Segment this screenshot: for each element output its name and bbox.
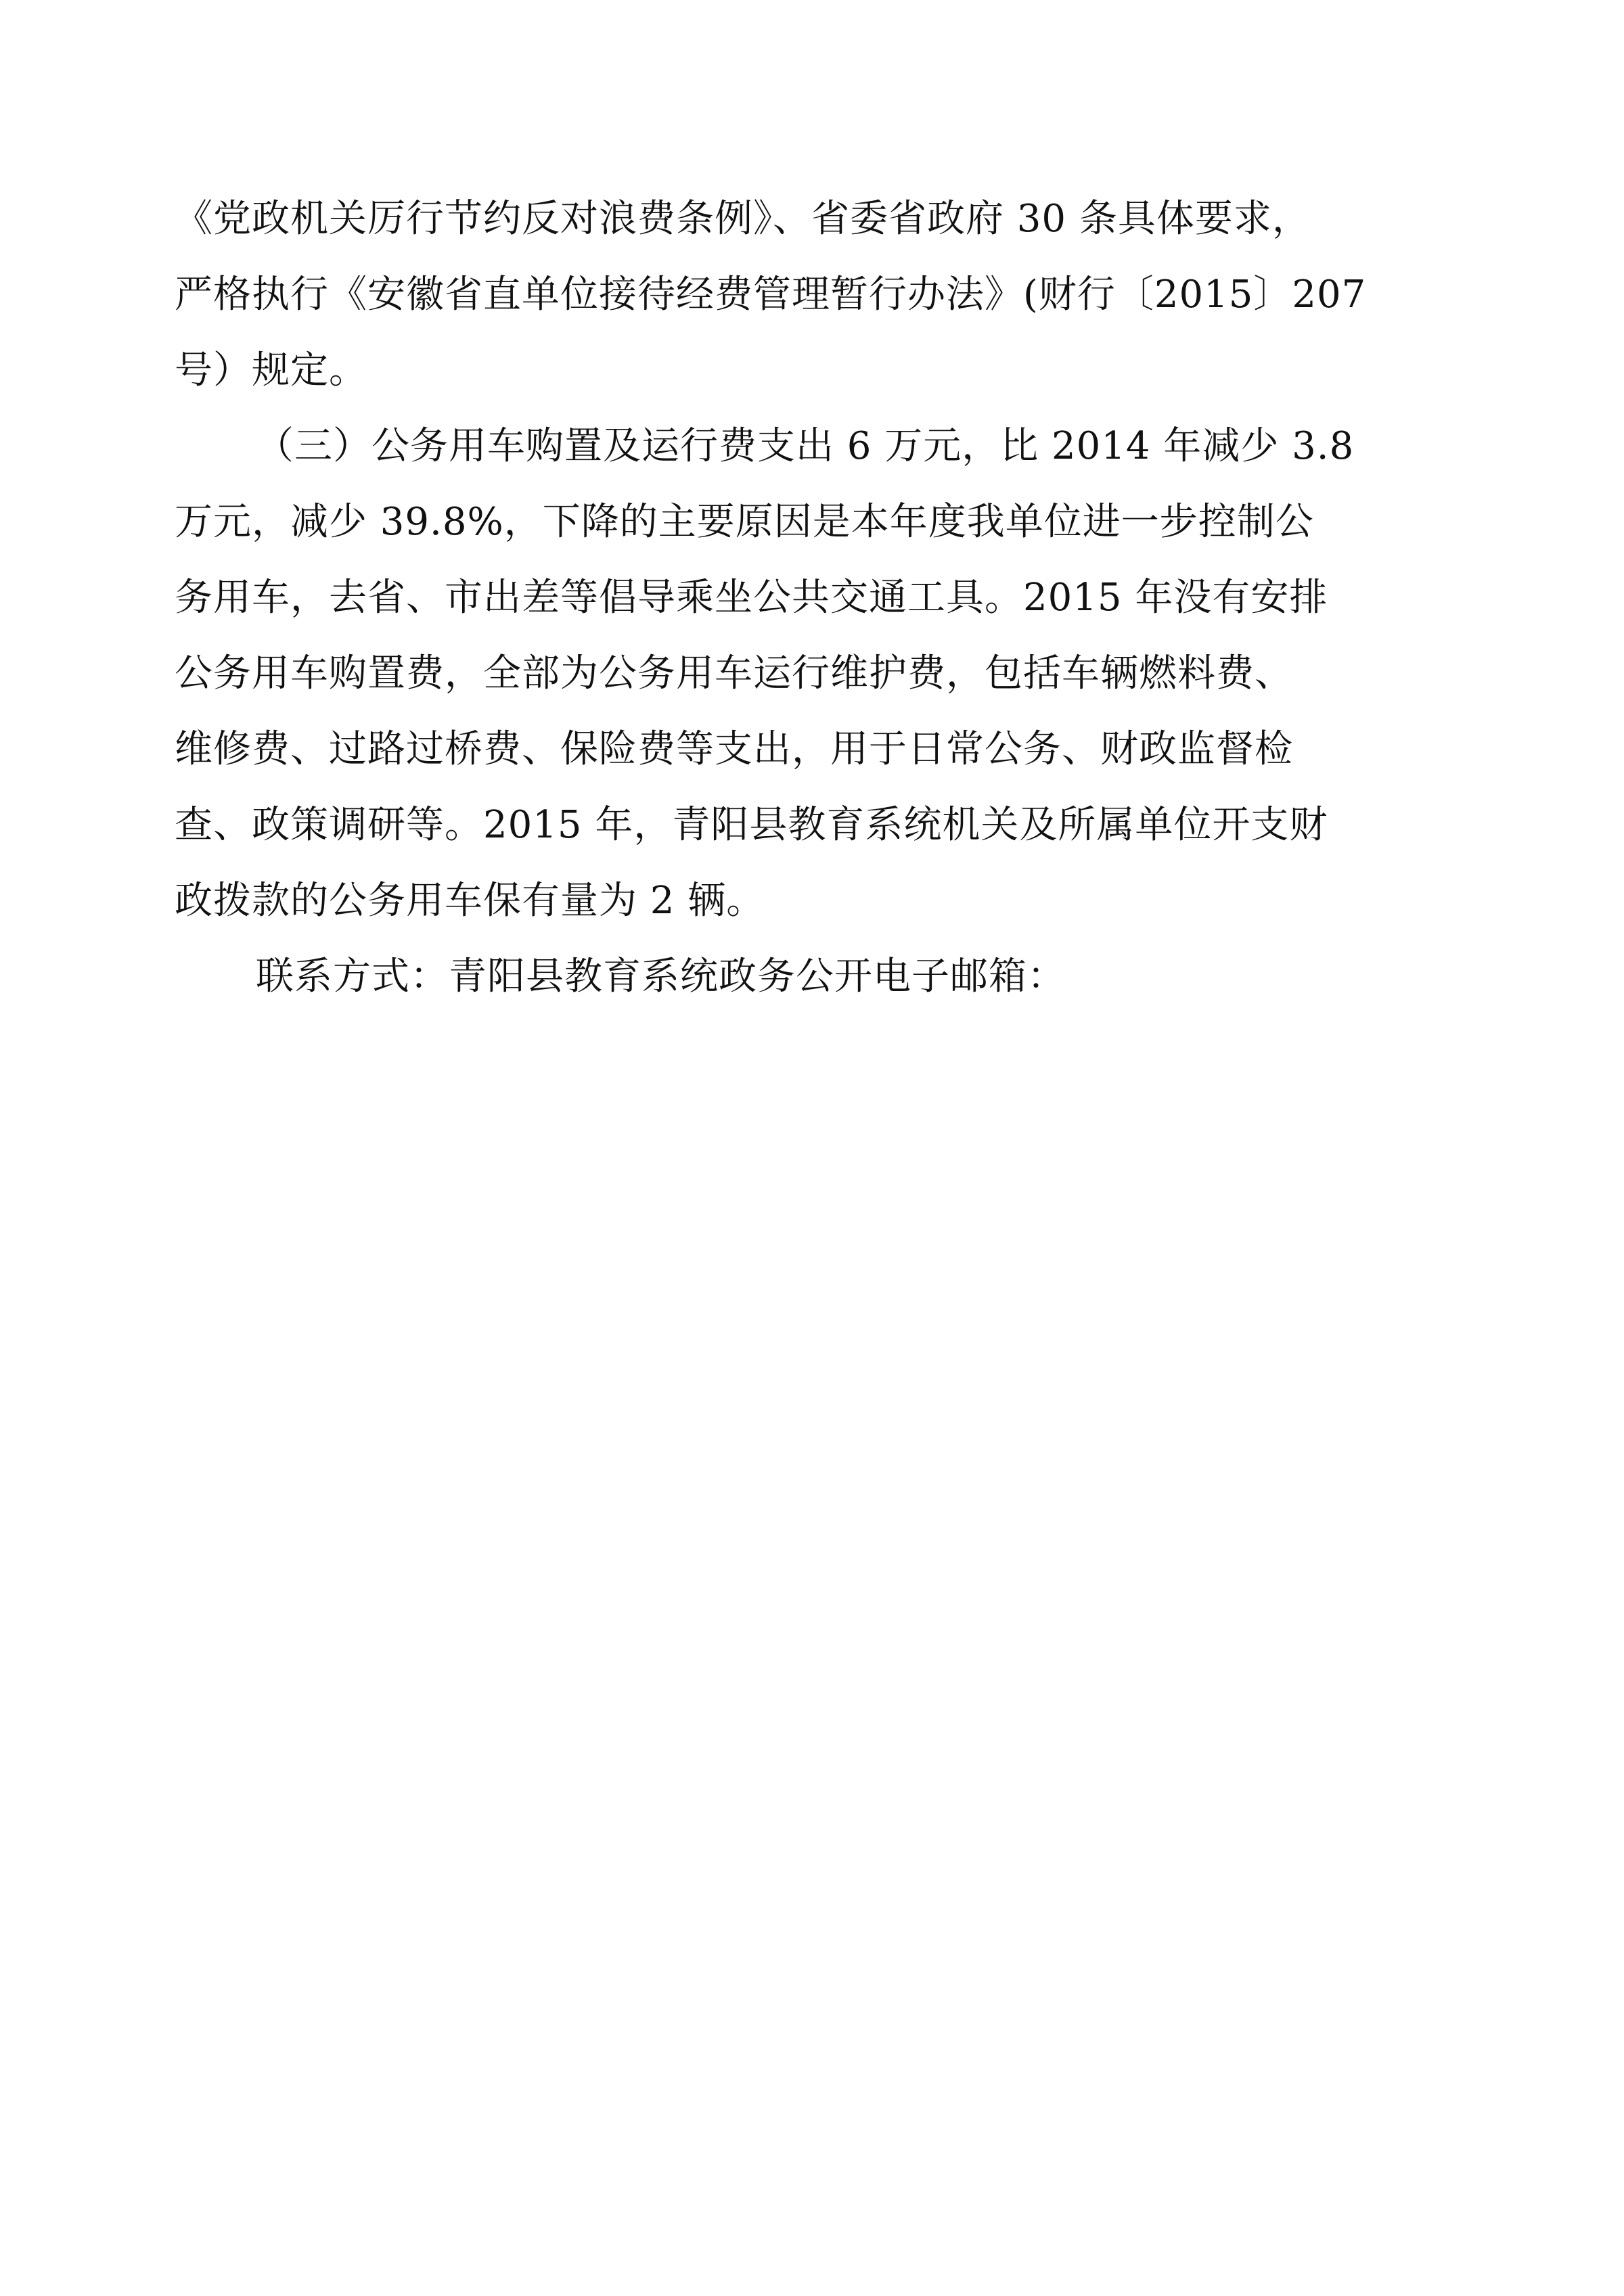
text-line: 《党政机关厉行节约反对浪费条例》、省委省政府 30 条具体要求， (175, 197, 1311, 241)
text-line: 查、政策调研等。2015 年，青阳县教育系统机关及所属单位开支财 (175, 803, 1328, 847)
contact-line: 联系方式：青阳县教育系统政务公开电子邮箱： (256, 955, 1066, 998)
text-line: 号）规定。 (175, 348, 367, 392)
paragraph-vehicle-expense (175, 409, 1447, 939)
paragraph-contact (175, 939, 1447, 1015)
text-line: 严格执行《安徽省直单位接待经费管理暂行办法》(财行〔2015〕207 (175, 273, 1367, 317)
text-line: 政拨款的公务用车保有量为 2 辆。 (175, 879, 765, 923)
paragraph-reception-expense-continuation (175, 181, 1447, 409)
text-line: （三）公务用车购置及运行费支出 6 万元，比 2014 年减少 3.8 (256, 424, 1355, 468)
text-line: 万元，减少 39.8%，下降的主要原因是本年度我单位进一步控制公 (175, 500, 1314, 544)
text-line: 维修费、过路过桥费、保险费等支出，用于日常公务、财政监督检 (175, 727, 1293, 771)
text-line: 务用车，去省、市出差等倡导乘坐公共交通工具。2015 年没有安排 (175, 576, 1328, 620)
document-body (175, 181, 1447, 1015)
text-line: 公务用车购置费，全部为公务用车运行维护费，包括车辆燃料费、 (175, 651, 1293, 695)
